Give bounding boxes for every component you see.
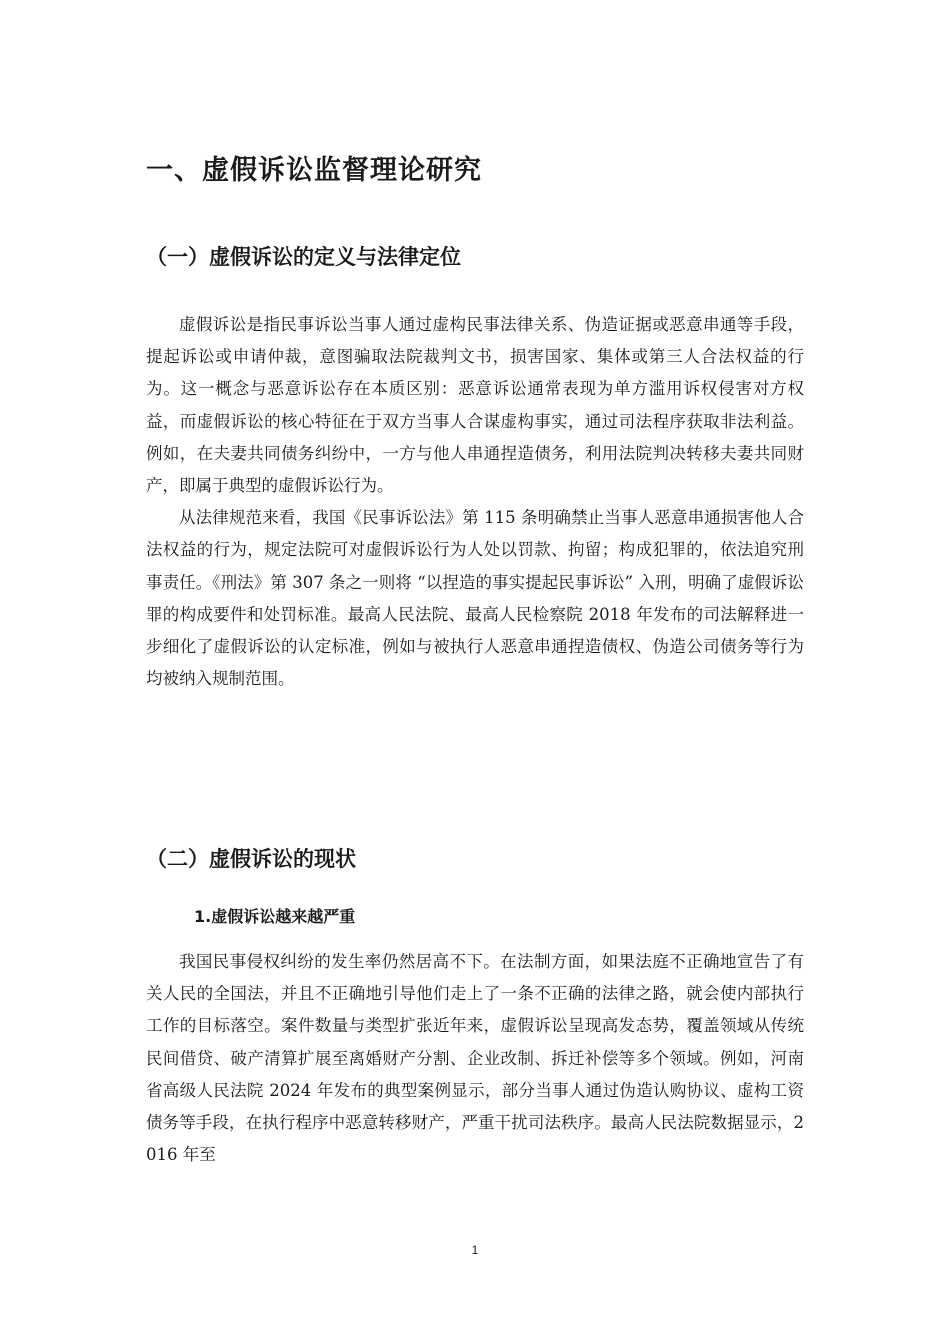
section-heading-definition: （一）虚假诉讼的定义与法律定位 <box>146 245 461 269</box>
section-heading-status: （二）虚假诉讼的现状 <box>146 847 356 871</box>
subsection-heading-increasing: 1.虚假诉讼越来越严重 <box>194 907 356 926</box>
section-status-body <box>146 946 804 1171</box>
paragraph-legal-norms: 从法律规范来看，我国《民事诉讼法》第 115 条明确禁止当事人恶意串通损害他人合法权益的行为，规定法院可对虚假诉讼行为人处以罚款、拘留；构成犯罪的，依法追究刑事责任。《刑法》第 307 条之一则将 “以捏造的事实提起民事诉讼” 入刑，明确了虚假诉讼罪的构成要件和处罚标准。最高人民法院、最高人民检察院 2018 年发布的司法解释进一步细化了虚假诉讼的认定标准，例如与被执行人恶意串通捏造债权、伪造公司债务等行为均被纳入规制范围。 <box>146 508 804 689</box>
chapter-heading: 一、虚假诉讼监督理论研究 <box>146 155 482 186</box>
page-number: 1 <box>471 1243 479 1257</box>
section-definition-body <box>146 309 804 695</box>
paragraph-definition: 虚假诉讼是指民事诉讼当事人通过虚构民事法律关系、伪造证据或恶意串通等手段，提起诉讼或申请仲裁，意图骗取法院裁判文书，损害国家、集体或第三人合法权益的行为。这一概念与恶意诉讼存在本质区别：恶意诉讼通常表现为单方滥用诉权侵害对方权益，而虚假诉讼的核心特征在于双方当事人合谋虚构事实，通过司法程序获取非法利益。例如，在夫妻共同债务纠纷中，一方与他人串通捏造债务，利用法院判决转移夫妻共同财产，即属于典型的虚假诉讼行为。 <box>146 315 804 496</box>
paragraph-status: 我国民事侵权纠纷的发生率仍然居高不下。在法制方面，如果法庭不正确地宣告了有关人民的全国法，并且不正确地引导他们走上了一条不正确的法律之路，就会使内部执行工作的目标落空。案件数量与类型扩张近年来，虚假诉讼呈现高发态势，覆盖领域从传统民间借贷、破产清算扩展至离婚财产分割、企业改制、拆迁补偿等多个领域。例如，河南省高级人民法院 2024 年发布的典型案例显示，部分当事人通过伪造认购协议、虚构工资债务等手段，在执行程序中恶意转移财产，严重干扰司法秩序。最高人民法院数据显示，2016 年至 <box>146 952 804 1165</box>
